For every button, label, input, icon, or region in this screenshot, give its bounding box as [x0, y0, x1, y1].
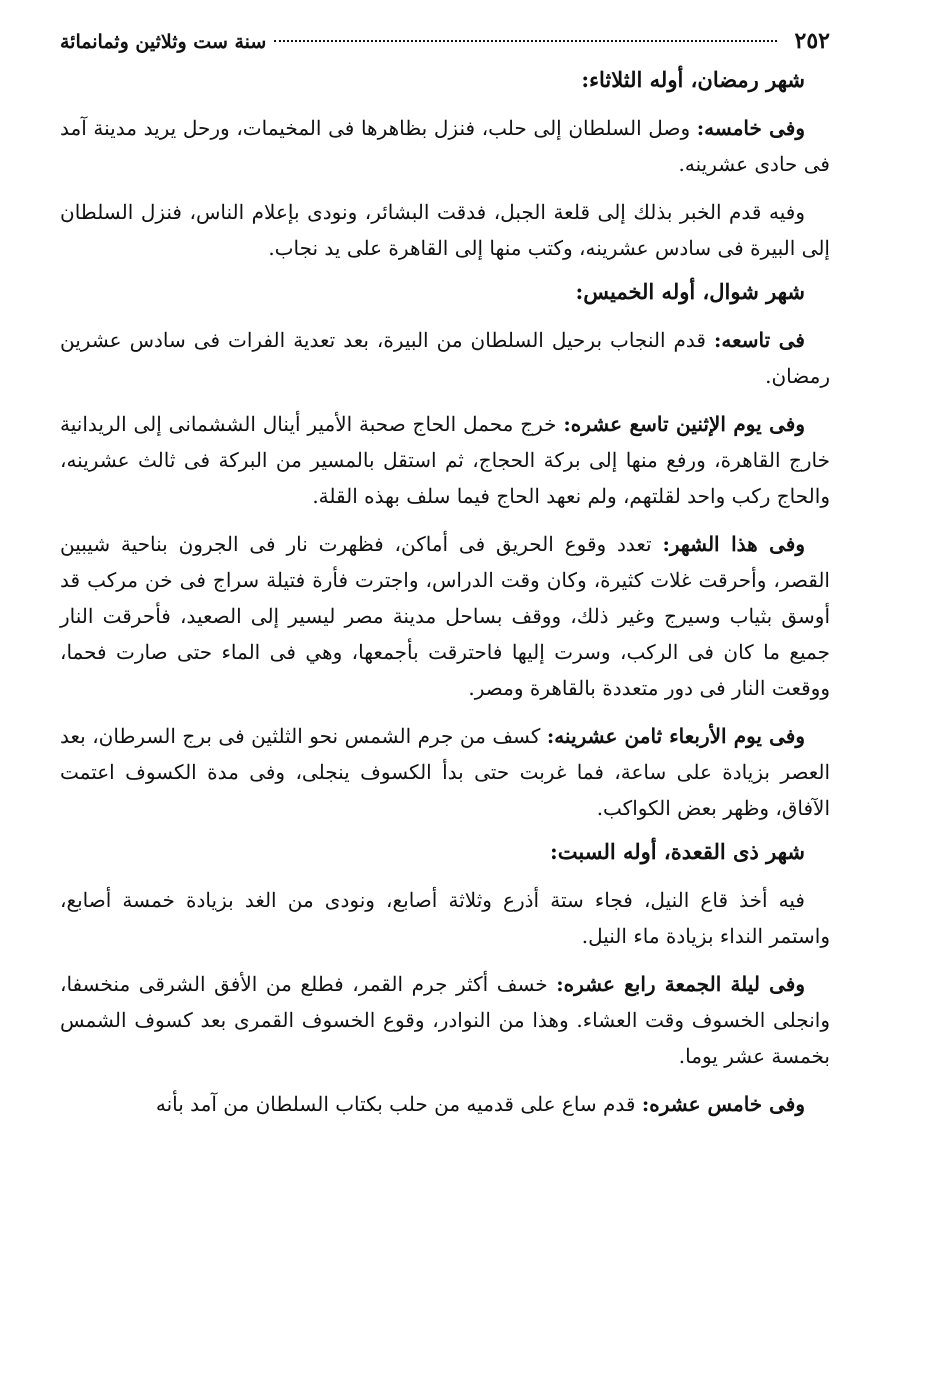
month-heading-dhu-al-qadah: شهر ذى القعدة، أوله السبت: — [550, 839, 805, 864]
month-heading-shawwal: شهر شوال، أوله الخميس: — [575, 279, 805, 304]
entry-lead: وفى خامسه: — [696, 116, 806, 140]
month-heading-ramadan: شهر رمضان، أوله الثلاثاء: — [581, 67, 805, 92]
paragraph — [60, 406, 830, 514]
running-title: سنة ست وثلاثين وثمانمائة — [60, 31, 267, 53]
entry-lead: فى تاسعه: — [713, 328, 805, 352]
paragraph — [60, 718, 830, 826]
paragraph — [60, 322, 830, 394]
entry-text: تعدد وقوع الحريق فى أماكن، فظهرت نار فى الجرون بناحية شيبين القصر، وأحرقت غلات كثيرة، وكان وقت الدراس، واجترت فأرة فتيلة سراج فى خن مركب قد أوسق بثياب وسيرج وغير ذلك، ووقف بساحل مدينة مصر ليسير إلى الصعيد، فأحرقت النار جميع ما كان فى الركب، وسرت إليها فاحترقت بأجمعها، وهي فى الماء حتى صارت فحما، ووقعت النار فى دور متعددة بالقاهرة ومصر. — [60, 532, 830, 700]
entry-lead: وفى خامس عشره: — [641, 1092, 805, 1116]
running-header — [60, 28, 830, 62]
entry-lead: وفى ليلة الجمعة رابع عشره: — [556, 972, 805, 996]
entry-lead: وفى هذا الشهر: — [662, 532, 806, 556]
entry-text: خرج محمل الحاج صحبة الأمير أينال الششمانى إلى الريدانية خارج القاهرة، ورفع منها إلى بركة الحجاج، ثم استقل بالمسير من البركة فى ثالث عشرينه، والحاج ركب واحد لقلتهم، ولم نعهد الحاج فيما سلف بهذه القلة. — [60, 412, 830, 508]
entry-lead: وفى يوم الإثنين تاسع عشره: — [563, 412, 805, 436]
entry-text: خسف أكثر جرم القمر، فطلع من الأفق الشرقى منخسفا، وانجلى الخسوف وقت العشاء. وهذا من النوادر، وقوع الخسوف القمرى بعد كسوف الشمس بخمسة عشر يوما. — [60, 972, 830, 1068]
paragraph — [60, 1086, 830, 1122]
entry-text: وفيه قدم الخبر بذلك إلى قلعة الجبل، فدقت البشائر، ونودى بإعلام الناس، فنزل السلطان إلى البيرة فى سادس عشرينه، وكتب منها إلى القاهرة على يد نجاب. — [60, 200, 830, 260]
document-page — [60, 28, 830, 1122]
entry-text: قدم ساع على قدميه من حلب بكتاب السلطان من آمد بأنه — [155, 1092, 642, 1116]
entry-text: قدم النجاب برحيل السلطان من البيرة، بعد تعدية الفرات فى سادس عشرين رمضان. — [60, 328, 830, 388]
entry-text: وصل السلطان إلى حلب، فنزل بظاهرها فى المخيمات، ورحل يريد مدينة آمد فى حادى عشرينه. — [60, 116, 830, 176]
page-number: ٢٥٢ — [794, 28, 830, 54]
dotted-leader — [274, 40, 776, 42]
entry-text: فيه أخذ قاع النيل، فجاء ستة أذرع وثلاثة أصابع، ونودى من الغد بزيادة خمسة أصابع، واستمر النداء بزيادة ماء النيل. — [60, 888, 830, 948]
entry-lead: وفى يوم الأربعاء ثامن عشرينه: — [546, 724, 805, 748]
paragraph — [60, 526, 830, 706]
entry-text: كسف من جرم الشمس نحو الثلثين فى برج السرطان، بعد العصر بزيادة على ساعة، فما غربت حتى بدأ الكسوف ينجلى، وفى مدة الكسوف اعتمت الآفاق، وظهر بعض الكواكب. — [60, 724, 830, 820]
paragraph — [60, 882, 830, 954]
paragraph — [60, 966, 830, 1074]
paragraph — [60, 194, 830, 266]
paragraph — [60, 110, 830, 182]
